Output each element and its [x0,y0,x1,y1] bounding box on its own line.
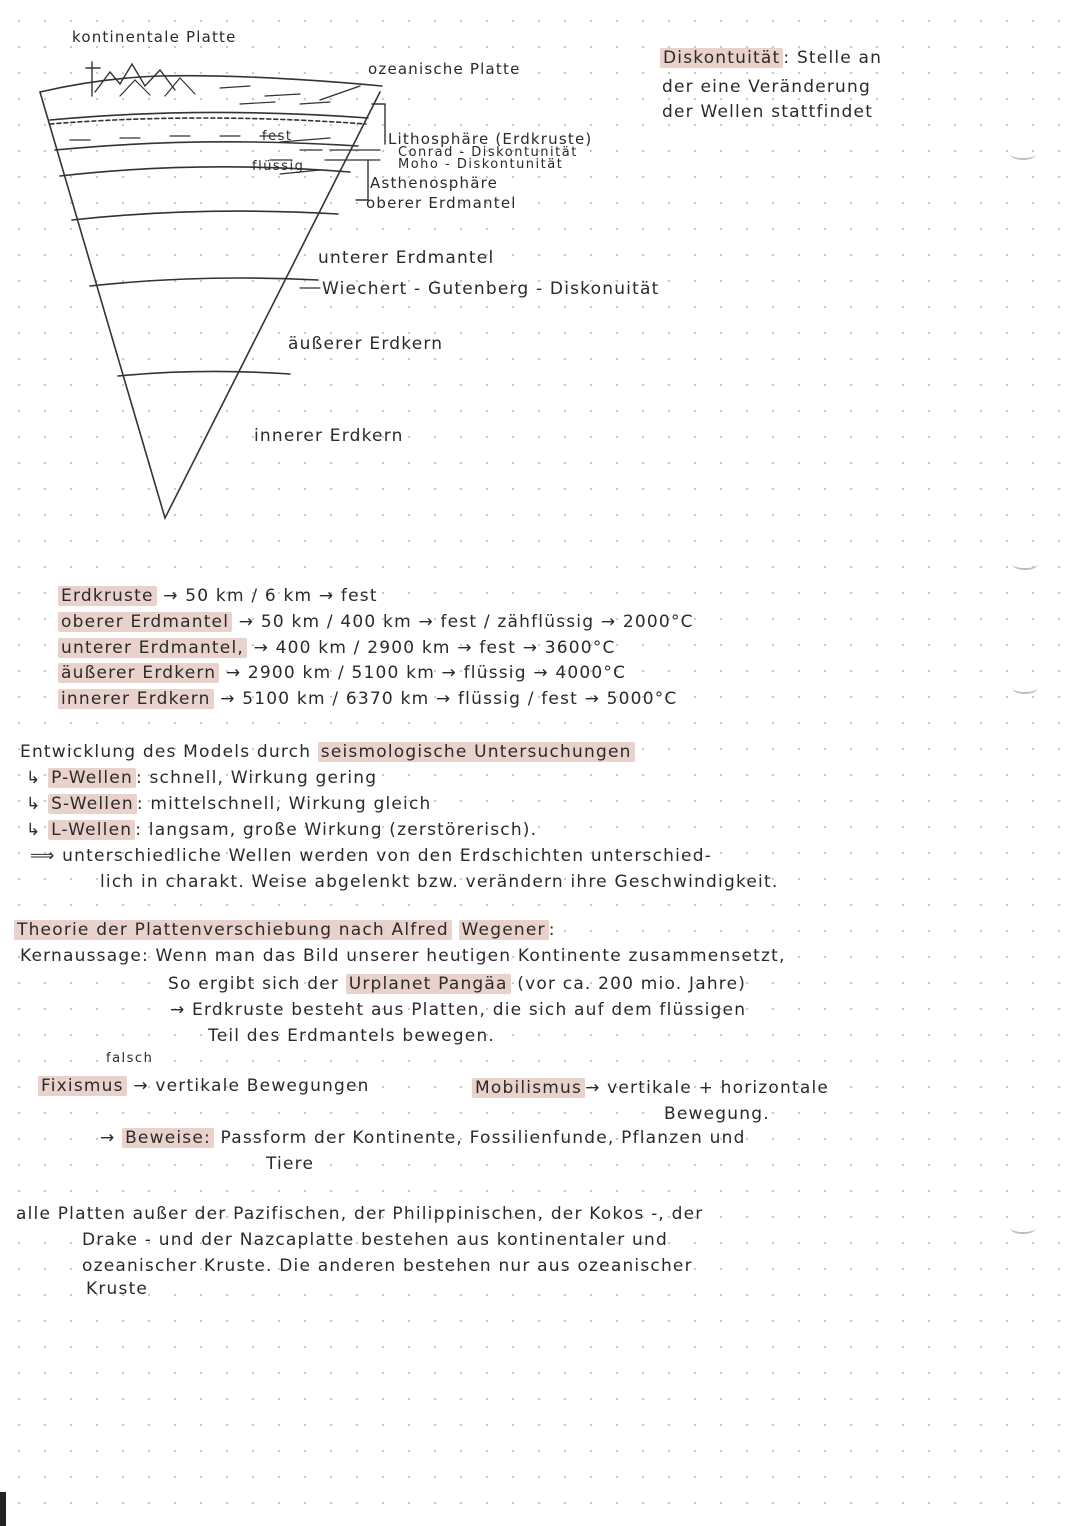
layer-row-3 [58,640,616,657]
layer-row-4 [58,665,626,682]
layer-row-1 [58,588,378,605]
lithosphere-bracket [372,104,385,144]
label-unterer-erdmantel: unterer Erdmantel [318,248,495,268]
label-wiechert-gutenberg: Wiechert - Gutenberg - Diskonuität [322,279,660,299]
beweise-arrow: → [100,1128,116,1148]
wegener-title-highlight: Theorie der Plattenverschiebung nach Alfred [14,920,452,940]
layer-name: äußerer Erdkern [58,663,219,683]
label-lithosphaere: Lithosphäre (Erdkruste) [388,130,593,148]
kernaussage-line-1: Wenn man das Bild unserer heutigen Kontinente zusammensetzt, [155,946,786,966]
upper-mantle-boundary [72,211,338,220]
seismo-s-wellen: ↳ S-Wellen : mittelschnell, Wirkung gleich [26,794,432,814]
plate-flag [86,62,100,96]
beweise-text: Passform der Kontinente, Fossilienfunde, Pflanzen und [220,1128,746,1148]
margin-curl [1012,558,1038,570]
label-fluessig: flüssig [252,159,305,174]
platten-line-4: Kruste [86,1279,149,1299]
wegener-colon: : [548,920,556,940]
layer-name: innerer Erdkern [58,689,214,709]
outer-core-boundary [118,371,290,376]
seismo-intro [20,744,635,761]
layer-text: → 5100 km / 6370 km → flüssig / fest → 5000°C [220,689,678,709]
mobilismus-line [472,1080,829,1097]
layer-text: → 50 km / 400 km → fest / zähflüssig → 2000°C [238,612,694,632]
layer-name: Erdkruste [58,586,157,606]
label-ozeanische-platte: ozeanische Platte [368,60,521,78]
layer-text: → 400 km / 2900 km → fest → 3600°C [253,638,616,658]
mobilismus-label: Mobilismus [472,1078,585,1098]
mobilismus-line-2: Bewegung. [664,1104,770,1124]
kernaussage-line-2a: So ergibt sich der [168,974,340,994]
layer-name: unterer Erdmantel, [58,638,247,658]
label-kontinentale-platte: kontinentale Platte [72,28,237,46]
fixismus-label: Fixismus [38,1076,127,1096]
lithosphere-boundary [55,142,358,150]
seismo-l-wellen: ↳ L-Wellen : langsam, große Wirkung (zerstörerisch). [26,820,538,840]
fixismus-line [38,1078,370,1095]
p-wellen-text: : schnell, Wirkung gering [135,768,378,788]
s-wellen-text: : mittelschnell, Wirkung gleich [136,794,432,814]
label-oberer-erdmantel: oberer Erdmantel [366,194,517,212]
beweise-label: Beweise: [122,1128,214,1148]
layer-row-2 [58,614,694,631]
p-wellen-label: P-Wellen [48,768,136,788]
crust-top-line [50,112,368,120]
wegener-title [14,922,556,939]
seismo-intro-highlight: seismologische Untersuchungen [318,742,635,762]
wegener-kernaussage [20,948,786,965]
platten-line-2: Drake - und der Nazcaplatte bestehen aus kontinentaler und [82,1230,668,1250]
label-conrad: Conrad - Diskontunität [398,145,578,160]
definition-term: Diskontuität [660,48,783,68]
wedge-outline [40,92,380,518]
kernaussage-label: Kernaussage: [20,946,149,966]
seismo-p-wellen: ↳ P-Wellen : schnell, Wirkung gering [26,768,378,788]
seismo-conclusion-2: lich in charakt. Weise abgelenkt bzw. verändern ihre Geschwindigkeit. [100,872,779,892]
margin-curl [1012,682,1038,694]
layer-text: → 50 km / 6 km → fest [163,586,378,606]
ocean-waves [220,86,330,104]
beweise-line-2: Tiere [266,1154,315,1174]
layer-row-5 [58,691,677,708]
wegener-line-2 [168,976,746,993]
definition-line-3: der Wellen stattfindet [662,102,874,122]
platten-line-3: ozeanischer Kruste. Die anderen bestehen nur aus ozeanischer [82,1256,693,1276]
lithosphere-dashes [70,136,280,140]
platten-line-1: alle Platten außer der Pazifischen, der Philippinischen, der Kokos -, der [16,1204,704,1224]
margin-curl [1010,1222,1036,1234]
seismo-conclusion-1: ⟹ unterschiedliche Wellen werden von den Erdschichten unterschied- [30,846,713,866]
l-wellen-label: L-Wellen [48,820,135,840]
beweise-line [100,1130,746,1147]
label-fest: fest [262,129,293,144]
definition-line-1 [660,50,882,67]
plate-boundary-line [320,86,360,100]
seismo-intro-text: Entwicklung des Models durch [20,742,312,762]
layer-text: → 2900 km / 5100 km → flüssig → 4000°C [225,663,627,683]
wegener-name: Wegener [459,920,549,940]
mobilismus-text: → vertikale + horizontale [585,1078,830,1098]
label-aeusserer-erdkern: äußerer Erdkern [288,334,444,354]
label-asthenosphaere: Asthenosphäre [370,174,499,192]
fixismus-text: → vertikale Bewegungen [133,1076,370,1096]
page-edge-mark [0,1492,6,1526]
layer-name: oberer Erdmantel [58,612,232,632]
s-wellen-label: S-Wellen [48,794,137,814]
label-moho: Moho - Diskontunität [398,157,564,172]
mountain-sketch-2 [120,78,195,96]
kernaussage-line-2b: (vor ca. 200 mio. Jahre) [517,974,747,994]
margin-curl [1010,148,1036,160]
definition-line-2: der eine Veränderung [662,77,871,97]
wegener-line-3: → Erdkruste besteht aus Platten, die sich auf dem flüssigen [170,1000,747,1020]
wegener-line-4: Teil des Erdmantels bewegen. [208,1026,496,1046]
urplanet-pangaea: Urplanet Pangäa [346,974,511,994]
definition-text-1: : Stelle an [783,48,883,68]
label-innerer-erdkern: innerer Erdkern [254,426,404,446]
crust-hatch-line [50,118,366,124]
l-wellen-text: : langsam, große Wirkung (zerstörerisch). [135,820,538,840]
falsch-note: falsch [106,1051,154,1066]
